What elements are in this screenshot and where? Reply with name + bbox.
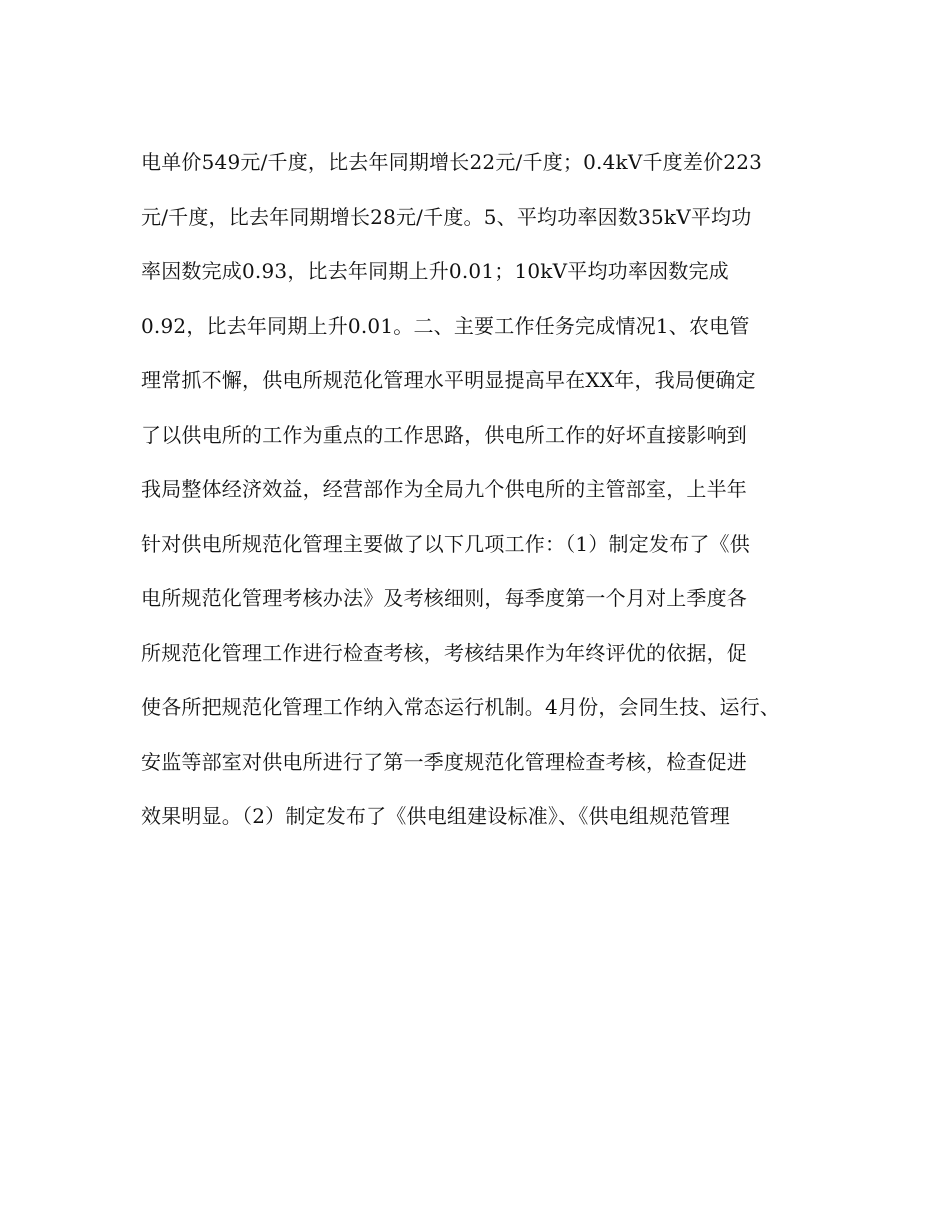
text-line: 我局整体经济效益，经营部作为全局九个供电所的主管部室，上半年 [141, 477, 747, 501]
text-line: 电单价549元/千度，比去年同期增长22元/千度；0.4kV千度差价223 [141, 150, 763, 174]
text-line: 电所规范化管理考核办法》及考核细则，每季度第一个月对上季度各 [141, 586, 747, 610]
text-line: 使各所把规范化管理工作纳入常态运行机制。4月份，会同生技、运行、 [141, 695, 781, 719]
text-line: 理常抓不懈，供电所规范化管理水平明显提高早在XX年，我局便确定 [141, 368, 756, 392]
text-line: 了以供电所的工作为重点的工作思路，供电所工作的好坏直接影响到 [141, 422, 747, 447]
text-line: 效果明显。（2）制定发布了《供电组建设标准》、《供电组规范管理 [141, 804, 730, 828]
text-line: 所规范化管理工作进行检查考核，考核结果作为年终评优的依据，促 [141, 640, 747, 665]
text-line: 率因数完成0.93，比去年同期上升0.01；10kV平均功率因数完成 [141, 259, 729, 283]
text-line: 安监等部室对供电所进行了第一季度规范化管理检查考核，检查促进 [141, 749, 747, 774]
body-text [141, 142, 831, 851]
text-line: 针对供电所规范化管理主要做了以下几项工作：（1）制定发布了《供 [141, 531, 750, 556]
text-line: 0.92，比去年同期上升0.01。二、主要工作任务完成情况1、农电管 [141, 313, 750, 338]
text-line: 元/千度，比去年同期增长28元/千度。5、平均功率因数35kV平均功 [141, 204, 752, 229]
